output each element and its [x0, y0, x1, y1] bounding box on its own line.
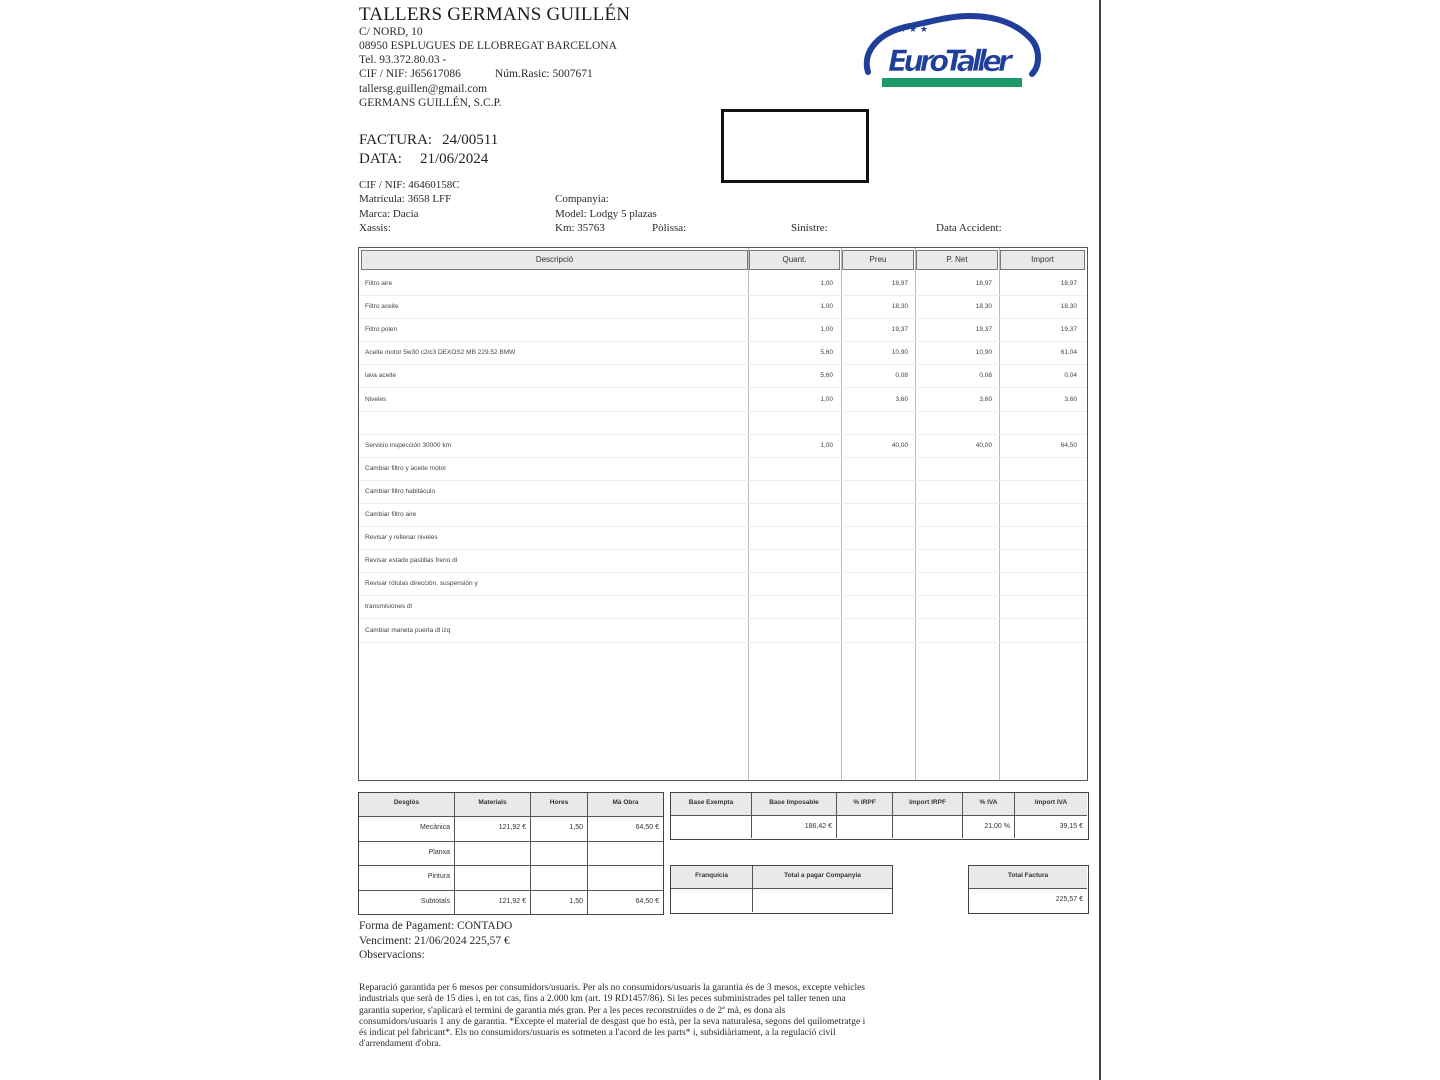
line-desc: Filtro aire	[365, 280, 393, 287]
tax-table	[670, 792, 1089, 840]
tax-value-exempt-base	[671, 816, 752, 838]
breakdown-header-hours: Hores	[531, 793, 588, 817]
breakdown-hours: 1,50	[531, 817, 588, 842]
legal-line: Reparació garantida per 6 mesos per consumidors/usuaris. Per als no consumidors/usuaris la garantia és de 3 mesos, excepte vehicles	[359, 983, 865, 993]
breakdown-hours	[531, 842, 588, 867]
line-price: 3,60	[895, 395, 908, 403]
svg-text:★ ★ ★: ★ ★ ★	[898, 25, 928, 35]
line-net: 19,37	[975, 326, 992, 334]
customer-model: Model: Lodgy 5 plazas	[555, 208, 657, 220]
line-amount: 18,97	[1060, 280, 1077, 287]
insurance-excess-value	[671, 889, 753, 912]
breakdown-materials	[455, 866, 531, 891]
table-row	[359, 549, 1087, 573]
customer-km: Km: 35763	[555, 222, 605, 234]
header-net-price: P. Net	[916, 250, 998, 270]
company-name: TALLERS GERMANS GUILLÉN	[359, 4, 631, 25]
insurance-table	[670, 865, 893, 914]
breakdown-materials: 121,92 €	[455, 817, 531, 842]
breakdown-hours: 1,50	[531, 891, 588, 916]
invoice-number	[359, 132, 498, 149]
legal-line: industrials que serà de 15 dies i, en tot cas, fins a 2.000 km (art. 19 RD1457/86). Si les peces subministrades pel taller tenen una	[359, 994, 846, 1005]
notes-label: Observacions:	[359, 949, 425, 961]
insurance-header-excess: Franquícia	[671, 866, 753, 889]
line-amount: 3,60	[1064, 395, 1077, 403]
tax-header-vat-percent: % IVA	[963, 793, 1015, 816]
customer-policy: Pòlissa:	[652, 222, 687, 234]
breakdown-label: Subtotals	[359, 891, 455, 916]
header-description: Descripció	[361, 250, 748, 270]
invoice-date-value: 21/06/2024	[419, 151, 489, 167]
line-amount: 19,37	[1060, 326, 1077, 334]
company-address: C/ NORD, 10	[359, 26, 423, 38]
total-table	[968, 865, 1089, 914]
line-qty: 1,00	[820, 303, 833, 311]
payment-method: Forma de Pagament: CONTADO	[359, 920, 513, 932]
line-net: 18,30	[975, 303, 992, 311]
legal-line: garantia superior, s'aplicarà el termini de garantia més gran. Per a les peces reconstruïdes o de 2ª mà, es dona als	[359, 1005, 786, 1016]
breakdown-table	[358, 792, 664, 915]
table-row	[359, 434, 1087, 458]
legal-line: d'arrendament d'obra.	[359, 1039, 442, 1050]
invoice-number-label: FACTURA:	[359, 132, 433, 148]
line-qty: 1,00	[820, 326, 833, 334]
tax-value-vat-percent: 21,00 %	[963, 816, 1015, 838]
breakdown-label: Mecànica	[359, 817, 455, 842]
line-desc: Cambiar filtro y aceite motor	[365, 464, 447, 472]
line-price: 10,90	[891, 349, 908, 357]
due-date: Venciment: 21/06/2024 225,57 €	[359, 935, 510, 947]
header-price: Preu	[842, 250, 914, 270]
breakdown-labour	[588, 842, 663, 867]
page-edge	[1099, 0, 1101, 1080]
tax-header-vat-amount: Import IVA	[1015, 793, 1087, 816]
header-amount: Import	[1000, 250, 1085, 270]
tax-header-taxable-base: Base Imposable	[752, 793, 837, 816]
table-row	[359, 295, 1087, 319]
customer-chassis: Xassis:	[359, 222, 391, 234]
line-net: 3,60	[979, 395, 992, 403]
customer-claim: Sinistre:	[791, 222, 828, 234]
line-amount: 0,04	[1064, 372, 1077, 380]
customer-brand: Marca: Dacia	[359, 208, 419, 220]
line-qty: 1,00	[820, 441, 833, 449]
line-desc: Niveles	[365, 395, 387, 403]
line-desc: Revisar estado pastillas freno dl	[365, 557, 458, 565]
company-city: 08950 ESPLUGUES DE LLOBREGAT BARCELONA	[359, 40, 617, 52]
line-price: 18,30	[891, 303, 908, 311]
table-row	[359, 480, 1087, 504]
table-row	[359, 272, 1087, 296]
legal-text	[359, 983, 979, 1051]
table-row	[359, 364, 1087, 388]
legal-line: consumidors/usuaris 1 any de garantia. *Excepte el material de desgast que ho està, per la seva naturalesa, segons del quilometratge i	[359, 1016, 866, 1027]
table-row	[359, 341, 1087, 365]
line-amount: 18,30	[1060, 303, 1077, 311]
insurance-company-total-value	[753, 889, 892, 912]
eurotaller-logo	[858, 10, 1043, 92]
company-nif: CIF / NIF: J65617086	[359, 68, 461, 80]
line-qty: 1,00	[820, 395, 833, 403]
line-desc: Servicio inspección 30000 km	[365, 441, 451, 449]
table-row	[359, 457, 1087, 481]
line-net: 10,90	[975, 349, 992, 357]
tax-header-irpf-amount: Import IRPF	[893, 793, 963, 816]
table-row	[359, 572, 1087, 596]
line-desc: lava aceite	[365, 372, 397, 380]
line-amount: 64,50	[1060, 441, 1077, 449]
line-desc: transmisiones dl	[365, 603, 412, 611]
total-header: Total Factura	[969, 866, 1087, 889]
line-qty: 5,60	[820, 372, 833, 380]
line-desc: Aceite motor 5w30 c2/c3 DEXOS2 MB 229.52 BMW	[365, 349, 516, 357]
tax-value-taxable-base: 186,42 €	[752, 816, 837, 838]
breakdown-header-type: Desglòs	[359, 793, 455, 817]
table-row	[359, 619, 1087, 643]
line-price: 0,08	[895, 372, 908, 380]
tax-value-irpf-amount	[893, 816, 963, 838]
company-phone: Tel. 93.372.80.03 -	[359, 54, 447, 66]
line-price: 18,97	[891, 280, 908, 287]
line-desc: Cambiar maneta puerta dl izq	[365, 626, 451, 634]
tax-value-vat-amount: 39,15 €	[1059, 823, 1083, 830]
table-row	[359, 318, 1087, 342]
customer-plate: Matrícula: 3658 LFF	[359, 193, 452, 205]
invoice-number-value: 24/00511	[442, 132, 499, 148]
company-email: tallersg.guillen@gmail.com	[359, 83, 488, 95]
breakdown-header-labour: Mà Obra	[588, 793, 663, 817]
tax-value-irpf-percent	[837, 816, 893, 838]
line-net: 40,00	[975, 441, 992, 449]
breakdown-labour: 64,50 €	[635, 897, 659, 905]
breakdown-materials: 121,92 €	[455, 891, 531, 916]
legal-line: és indicat pel fabricant*. Els no consumidors/usuaris es sotmeten a l'acord de les parts* i, subsidiàriament, a la regulació civil	[359, 1028, 836, 1039]
header-quantity: Quant.	[749, 250, 840, 270]
total-value: 225,57 €	[1055, 896, 1083, 903]
line-amount: 61,04	[1060, 349, 1077, 357]
logo-text: EuroTaller	[888, 44, 1012, 78]
customer-company: Companyia:	[555, 193, 609, 205]
invoice-lines-table	[358, 247, 1088, 781]
breakdown-hours	[531, 866, 588, 891]
redaction-box	[721, 109, 869, 183]
line-qty: 1,00	[820, 280, 833, 287]
customer-nif: CIF / NIF: 46460158C	[359, 179, 460, 191]
company-legal-name: GERMANS GUILLÉN, S.C.P.	[359, 97, 502, 109]
line-desc: Cambiar filtro aire	[365, 511, 417, 518]
line-desc: Cambiar filtro habitáculo	[365, 487, 436, 495]
insurance-header-company-total: Total a pagar Companyia	[753, 866, 892, 889]
table-row	[359, 388, 1087, 412]
breakdown-labour	[588, 866, 663, 891]
company-rasic: Núm.Rasic: 5007671	[495, 68, 593, 80]
line-net: 18,97	[975, 280, 992, 287]
breakdown-labour: 64,50 €	[588, 817, 663, 842]
line-desc: Revisar rótulas dirección, suspensión y	[365, 580, 478, 588]
line-price: 19,37	[891, 326, 908, 334]
breakdown-label: Planxa	[359, 842, 455, 867]
table-row	[359, 595, 1087, 619]
line-desc: Filtro polen	[365, 326, 398, 334]
invoice-date	[359, 151, 488, 168]
line-price: 40,00	[891, 441, 908, 449]
breakdown-label: Pintura	[359, 866, 455, 891]
line-desc: Revisar y rellenar niveles	[365, 534, 438, 542]
table-row	[359, 503, 1087, 527]
invoice-date-label: DATA:	[359, 151, 402, 167]
breakdown-materials	[455, 842, 531, 867]
breakdown-header-materials: Materials	[455, 793, 531, 817]
tax-header-irpf-percent: % IRPF	[837, 793, 893, 816]
line-qty: 5,60	[820, 349, 833, 357]
table-row	[359, 526, 1087, 550]
line-desc: Filtro aceite	[365, 303, 399, 311]
line-net: 0,08	[979, 372, 992, 380]
table-row	[359, 411, 1087, 435]
tax-header-exempt-base: Base Exempta	[671, 793, 752, 816]
customer-accident-date: Data Accident:	[936, 222, 1002, 234]
